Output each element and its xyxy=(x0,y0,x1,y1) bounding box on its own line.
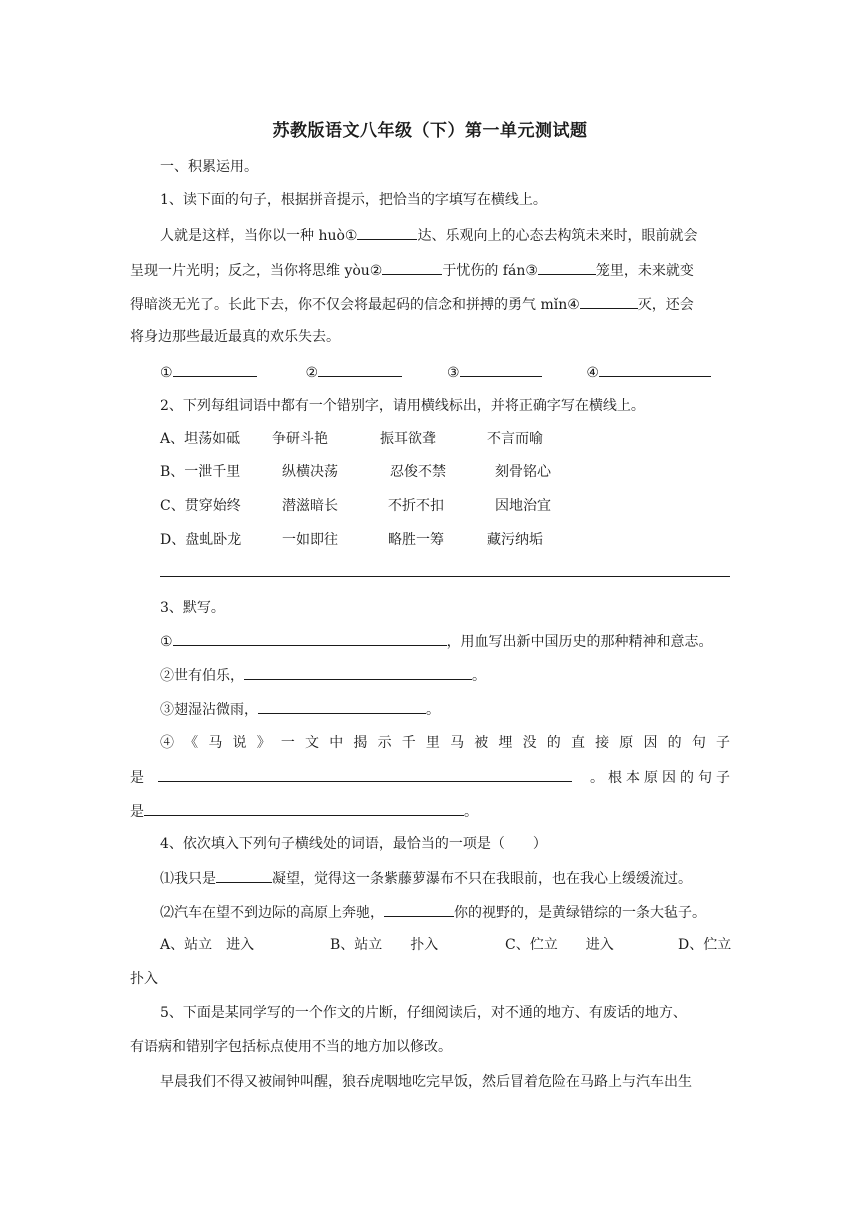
word-item: 不折不扣 xyxy=(388,498,444,514)
word-item: 不言而喻 xyxy=(487,431,543,447)
answer-label-4: ④ xyxy=(586,365,599,381)
dictation-text: ，用血写出新中国历史的那种精神和意志。 xyxy=(446,634,713,650)
sentence-blank-1[interactable] xyxy=(216,868,272,883)
answer-label-3: ③ xyxy=(446,365,460,381)
answer-blanks-row xyxy=(160,362,711,383)
dictation-label: 是 xyxy=(130,804,144,820)
sentence-blank-2[interactable] xyxy=(384,902,454,917)
section-heading: 一、积累运用。 xyxy=(160,159,258,175)
passage-text: 人就是这样，当你以一种 huò① xyxy=(160,228,358,244)
question-2-prompt: 2、下列每组词语中都有一个错别字，请用横线标出，并将正确字写在横线上。 xyxy=(160,398,645,414)
dictation-blank-2[interactable] xyxy=(244,665,472,680)
dictation-line-6 xyxy=(130,801,478,822)
dictation-text: 。根本原因的句子 xyxy=(590,770,734,786)
passage-line-4: 将身边那些最近最真的欢乐失去。 xyxy=(130,329,340,345)
dictation-text: 。 xyxy=(472,668,486,684)
dictation-label: 是 xyxy=(130,770,144,786)
word-item: 争研斗艳 xyxy=(272,431,328,447)
passage-text: 呈现一片光明；反之，当你将思维 yòu② xyxy=(130,263,383,279)
passage-text: 达、乐观向上的心态去构筑未来时，眼前就会 xyxy=(417,228,698,244)
fill-blank-2[interactable] xyxy=(382,260,442,275)
answer-blank-1[interactable] xyxy=(173,362,257,377)
dictation-blank-3[interactable] xyxy=(258,699,426,714)
fill-blank-3[interactable] xyxy=(538,260,596,275)
passage-line-1 xyxy=(160,225,697,246)
word-item: D、盘虬卧龙 xyxy=(160,532,242,548)
essay-excerpt: 早晨我们不得又被闹钟叫醒，狼吞虎咽地吃完早饭，然后冒着危险在马路上与汽车出生 xyxy=(160,1074,692,1090)
question-3-prompt: 3、默写。 xyxy=(160,600,225,616)
dictation-blank-4[interactable] xyxy=(158,767,572,782)
option-d[interactable]: D、伫立 xyxy=(678,937,732,953)
word-item: 振耳欲聋 xyxy=(380,431,436,447)
answer-label-1: ① xyxy=(160,365,173,381)
word-item: 一如即往 xyxy=(282,532,338,548)
dictation-line-3 xyxy=(160,699,440,720)
answer-blank-2[interactable] xyxy=(318,362,402,377)
word-item: 略胜一筹 xyxy=(388,532,444,548)
answer-blank-4[interactable] xyxy=(599,362,711,377)
option-d-wrap: 扑入 xyxy=(130,971,158,987)
passage-text: 笼里，未来就变 xyxy=(595,263,694,279)
passage-line-2 xyxy=(130,260,694,281)
fill-blank-4[interactable] xyxy=(580,294,638,309)
question-1-prompt: 1、读下面的句子，根据拼音提示，把恰当的字填写在横线上。 xyxy=(160,192,547,208)
answer-label-2: ② xyxy=(305,365,319,381)
sentence-text: 你的视野的，是黄绿错综的一条大毡子。 xyxy=(454,905,706,921)
option-b[interactable]: B、站立 扑入 xyxy=(330,937,439,953)
passage-line-3 xyxy=(130,294,694,315)
option-a[interactable]: A、站立 进入 xyxy=(160,937,255,953)
dictation-label: ③翅湿沾微雨， xyxy=(160,702,258,718)
word-item: 潜滋暗长 xyxy=(282,498,338,514)
word-item: 忍俊不禁 xyxy=(390,464,446,480)
answer-blank-3[interactable] xyxy=(460,362,542,377)
word-item: C、贯穿始终 xyxy=(160,498,241,514)
option-c[interactable]: C、伫立 进入 xyxy=(505,937,614,953)
word-item: 因地治宜 xyxy=(495,498,551,514)
dictation-blank-5[interactable] xyxy=(144,801,464,816)
question-5-prompt-cont: 有语病和错别字包括标点使用不当的地方加以修改。 xyxy=(130,1039,452,1055)
dictation-label: ① xyxy=(160,634,173,650)
sentence-2 xyxy=(160,902,706,923)
sentence-text: ⑴我只是 xyxy=(160,871,216,887)
word-item: B、一泄千里 xyxy=(160,464,241,480)
question-5-prompt: 5、下面是某同学写的一个作文的片断，仔细阅读后，对不通的地方、有废话的地方、 xyxy=(160,1005,687,1021)
passage-text: 得暗淡无光了。长此下去，你不仅会将最起码的信念和拼搏的勇气 mǐn④ xyxy=(130,297,580,313)
page-title: 苏教版语文八年级（下）第一单元测试题 xyxy=(272,121,588,141)
dictation-blank-1[interactable] xyxy=(173,631,447,646)
dictation-text: 。 xyxy=(464,804,478,820)
dictation-line-4: ④《马说》一文中揭示千里马被埋没的直接原因的句子 xyxy=(160,735,730,751)
question-4-prompt: 4、依次填入下列句子横线处的词语，最恰当的一项是（ ） xyxy=(160,836,547,852)
options-row xyxy=(160,935,730,955)
dictation-label: ②世有伯乐， xyxy=(160,668,244,684)
word-item: A、坦荡如砥 xyxy=(160,431,241,447)
passage-text: 于忧伤的 fán③ xyxy=(442,263,538,279)
sentence-text: ⑵汽车在望不到边际的高原上奔驰， xyxy=(160,905,384,921)
dictation-line-5 xyxy=(130,767,734,788)
dictation-line-1 xyxy=(160,631,713,652)
word-item: 刻骨铭心 xyxy=(495,464,551,480)
dictation-text: 。 xyxy=(426,702,440,718)
sentence-text: 凝望，觉得这一条紫藤萝瀑布不只在我眼前，也在我心上缓缓流过。 xyxy=(272,871,692,887)
answer-line[interactable] xyxy=(160,576,730,577)
sentence-1 xyxy=(160,868,692,889)
passage-text: 灭，还会 xyxy=(637,297,694,313)
word-item: 藏污纳垢 xyxy=(487,532,543,548)
fill-blank-1[interactable] xyxy=(357,225,417,240)
word-item: 纵横决荡 xyxy=(282,464,338,480)
dictation-line-2 xyxy=(160,665,486,686)
